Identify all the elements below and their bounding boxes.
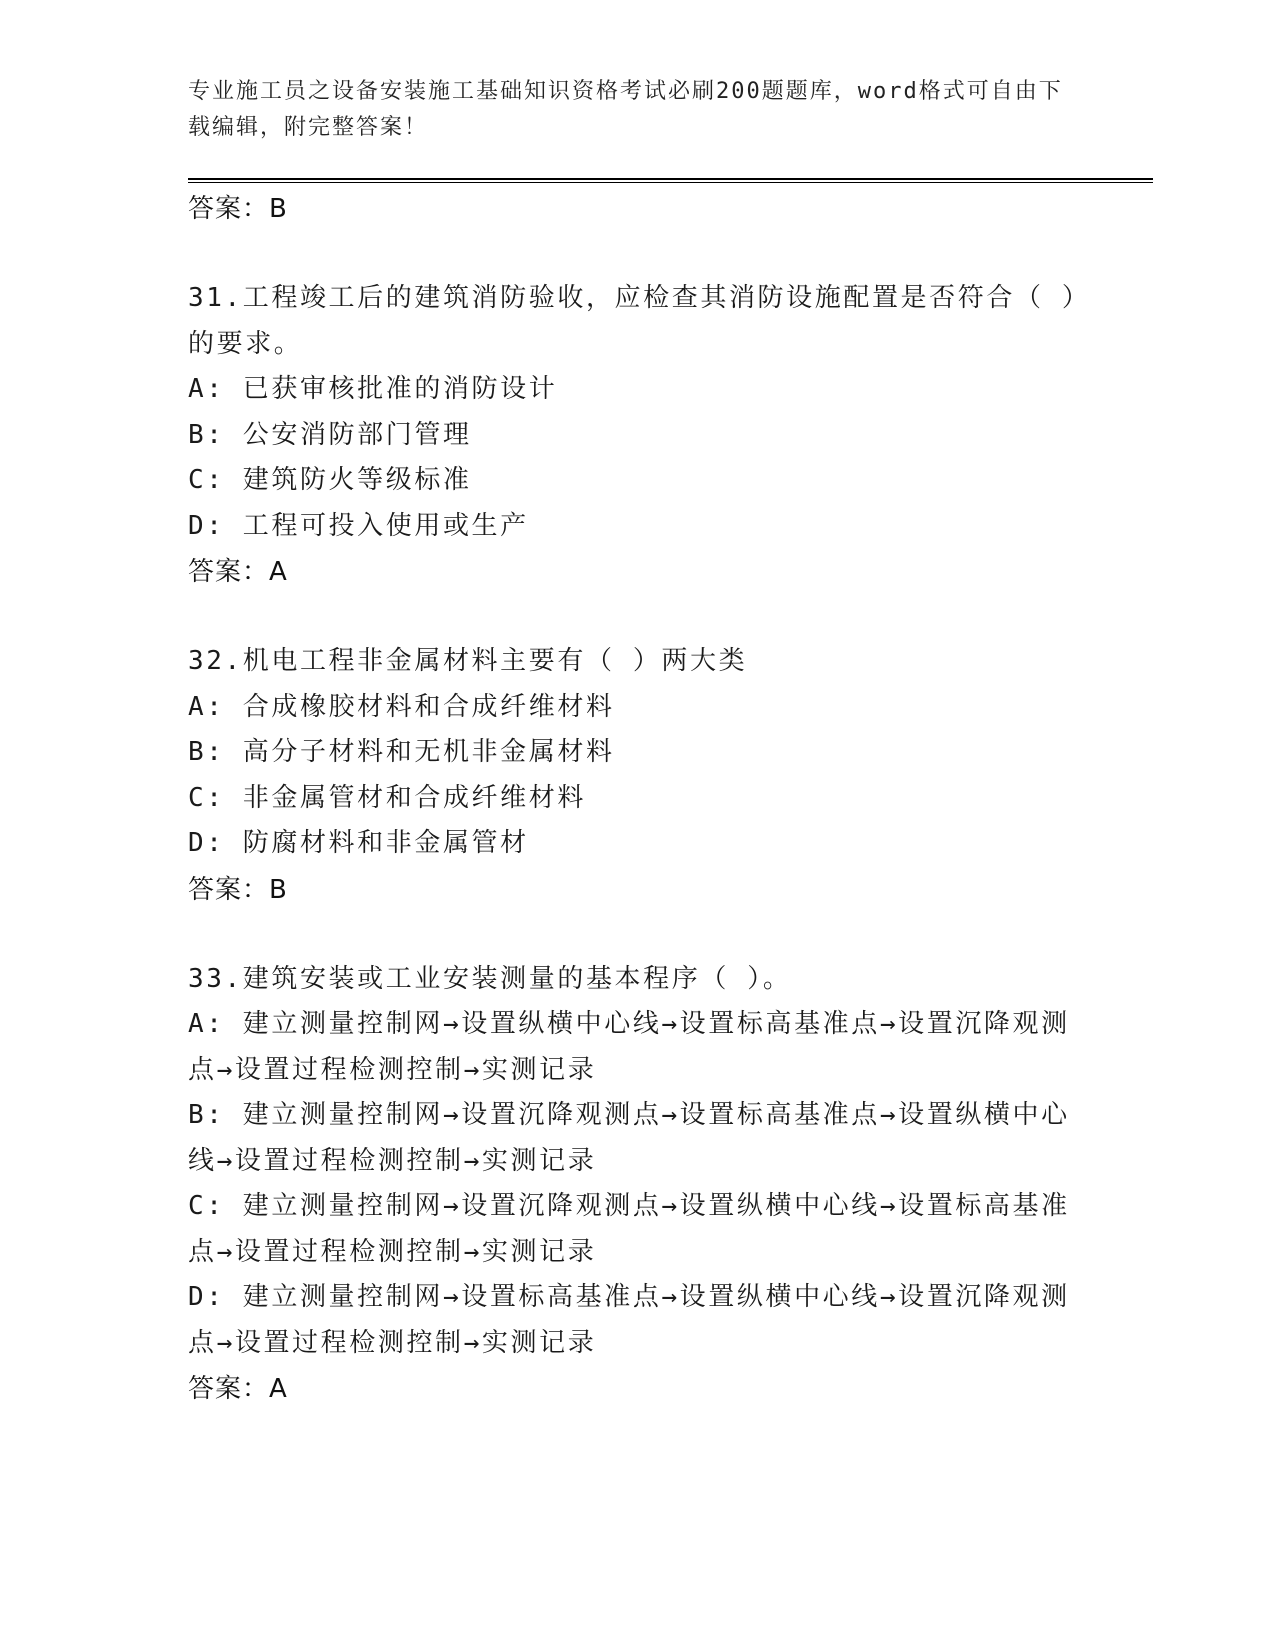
answer-line	[188, 867, 1088, 913]
option-a: A: 合成橡胶材料和合成纤维材料	[188, 691, 615, 722]
answer-value: B	[269, 194, 288, 224]
question-stem: 33.建筑安装或工业安装测量的基本程序（ ）。	[188, 963, 792, 994]
answer-line	[188, 1366, 1088, 1412]
document-content	[188, 186, 1088, 1412]
answer-value: A	[269, 1374, 288, 1404]
option-c: C: 建立测量控制网→设置沉降观测点→设置纵横中心线→设置标高基准点→设置过程检测控制→实测记录	[188, 1191, 1070, 1267]
option-d: D: 防腐材料和非金属管材	[188, 828, 529, 858]
option-c: C: 建筑防火等级标准	[188, 465, 472, 495]
answer-label: 答案：	[188, 194, 270, 224]
question-stem: 32.机电工程非金属材料主要有（ ）两大类	[188, 646, 748, 676]
option-b: B: 建立测量控制网→设置沉降观测点→设置标高基准点→设置纵横中心线→设置过程检测控制→实测记录	[188, 1100, 1070, 1176]
answer-label: 答案：	[188, 557, 270, 587]
answer-label: 答案：	[188, 1374, 270, 1404]
question-31	[188, 276, 1088, 595]
option-d: D: 建立测量控制网→设置标高基准点→设置纵横中心线→设置沉降观测点→设置过程检测控制→实测记录	[188, 1282, 1070, 1358]
answer-line	[188, 186, 1088, 232]
option-c: C: 非金属管材和合成纤维材料	[188, 782, 586, 813]
question-stem: 31.工程竣工后的建筑消防验收，应检查其消防设施配置是否符合（ ）的要求。	[188, 283, 1078, 359]
question-33	[188, 957, 1088, 1413]
answer-line	[188, 549, 1088, 595]
header-divider	[188, 178, 1153, 183]
answer-value: A	[269, 557, 288, 587]
option-b: B: 高分子材料和无机非金属材料	[188, 737, 615, 767]
question-32	[188, 639, 1088, 913]
option-d: D: 工程可投入使用或生产	[188, 510, 529, 541]
answer-value: B	[269, 874, 288, 905]
option-b: B: 公安消防部门管理	[188, 419, 472, 450]
option-a: A: 建立测量控制网→设置纵横中心线→设置标高基准点→设置沉降观测点→设置过程检测控制→实测记录	[188, 1009, 1070, 1085]
page-header: 专业施工员之设备安装施工基础知识资格考试必刷200题题库，word格式可自由下载编辑，附完整答案！	[188, 79, 1063, 140]
answer-label: 答案：	[188, 874, 270, 905]
option-a: A: 已获审核批准的消防设计	[188, 374, 558, 404]
